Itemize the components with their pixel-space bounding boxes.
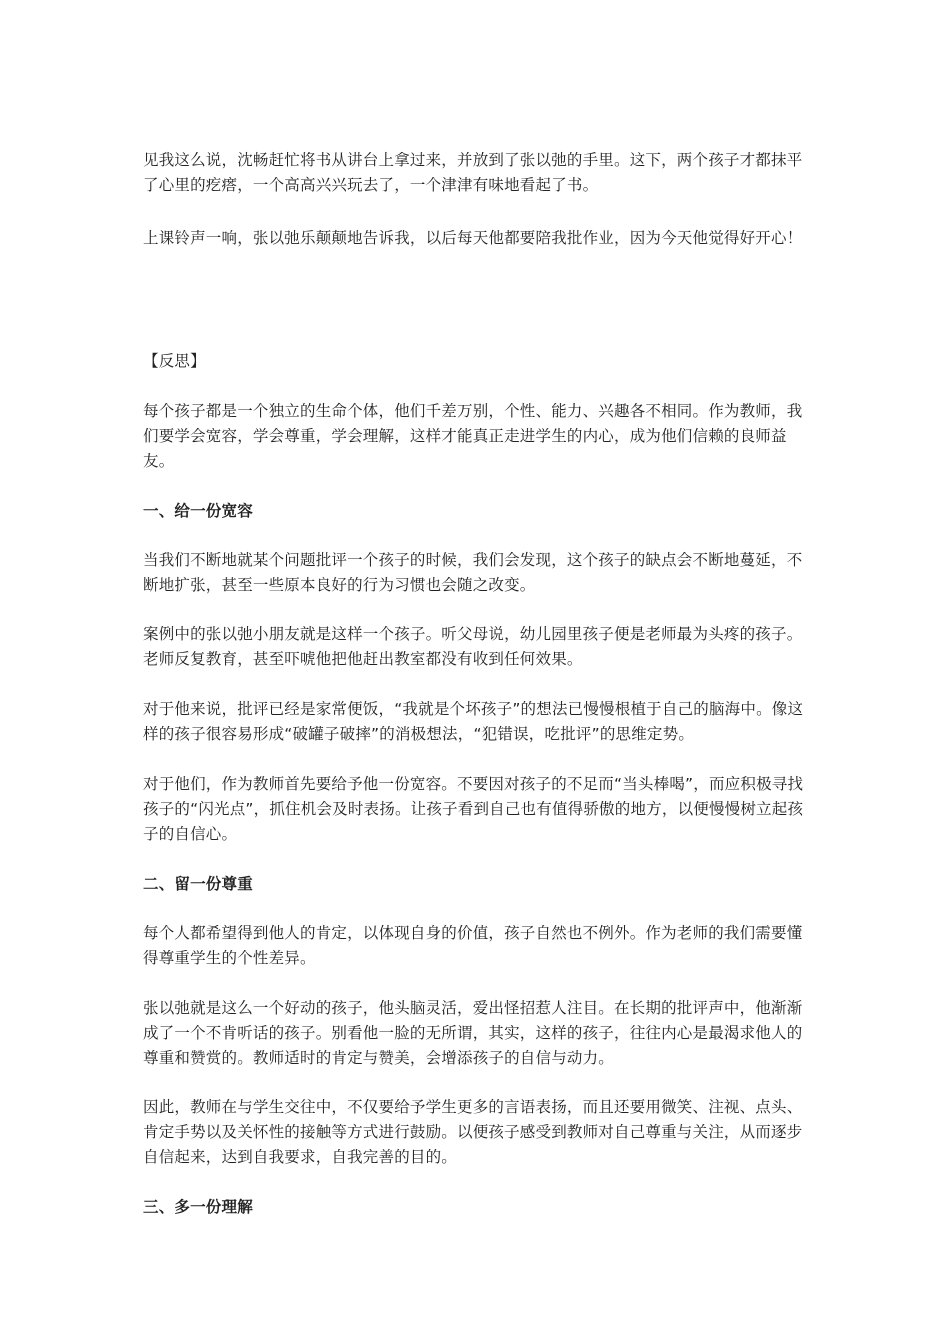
paragraph-active-child: 张以弛就是这么一个好动的孩子，他头脑灵活，爱出怪招惹人注目。在长期的批评声中，他渐渐成了一个不肯听话的孩子。别看他一脸的无所谓，其实，这样的孩子，往往内心是最渴求他人的尊重和赞赏的。教师适时的肯定与赞美，会增添孩子的自信与动力。 [143,999,803,1067]
section-heading-tolerance: 一、给一份宽容 [143,502,253,520]
paragraph-case-child: 案例中的张以弛小朋友就是这样一个孩子。听父母说，幼儿园里孩子便是老师最为头疼的孩子。老师反复教育，甚至吓唬他把他赶出教室都没有收到任何效果。 [143,625,803,668]
reflection-title: 【反思】 [143,352,206,370]
paragraph-bell-rings: 上课铃声一响，张以弛乐颠颠地告诉我，以后每天他都要陪我批作业，因为今天他觉得好开心！ [143,229,803,247]
paragraph-reflection-intro: 每个孩子都是一个独立的生命个体，他们千差万别，个性、能力、兴趣各不相同。作为教师，我们要学会宽容，学会尊重，学会理解，这样才能真正走进学生的内心，成为他们信赖的良师益友。 [143,402,803,470]
paragraph-book-returned: 见我这么说，沈畅赶忙将书从讲台上拿过来，并放到了张以弛的手里。这下，两个孩子才都抹平了心里的疙瘩，一个高高兴兴玩去了，一个津津有味地看起了书。 [143,151,803,194]
paragraph-give-tolerance: 对于他们，作为教师首先要给予他一份宽容。不要因对孩子的不足而“当头棒喝”，而应积极寻找孩子的“闪光点”，抓住机会及时表扬。让孩子看到自己也有值得骄傲的地方，以便慢慢树立起孩子的自信心。 [143,775,804,843]
paragraph-bad-child-thinking: 对于他来说，批评已经是家常便饭，“我就是个坏孩子”的想法已慢慢根植于自己的脑海中。像这样的孩子很容易形成“破罐子破摔”的消极想法，“犯错误，吃批评”的思维定势。 [143,700,804,743]
paragraph-criticism-effect: 当我们不断地就某个问题批评一个孩子的时候，我们会发现，这个孩子的缺点会不断地蔓延，不断地扩张，甚至一些原本良好的行为习惯也会随之改变。 [143,551,803,594]
paragraph-desire-affirmation: 每个人都希望得到他人的肯定，以体现自身的价值，孩子自然也不例外。作为老师的我们需要懂得尊重学生的个性差异。 [143,924,803,967]
paragraph-encouragement-methods: 因此，教师在与学生交往中，不仅要给予学生更多的言语表扬，而且还要用微笑、注视、点头、肯定手势以及关怀性的接触等方式进行鼓励。以便孩子感受到教师对自己尊重与关注，从而逐步自信起来，达到自我要求，自我完善的目的。 [143,1098,803,1166]
section-heading-respect: 二、留一份尊重 [143,875,253,893]
section-heading-understanding: 三、多一份理解 [143,1198,253,1216]
